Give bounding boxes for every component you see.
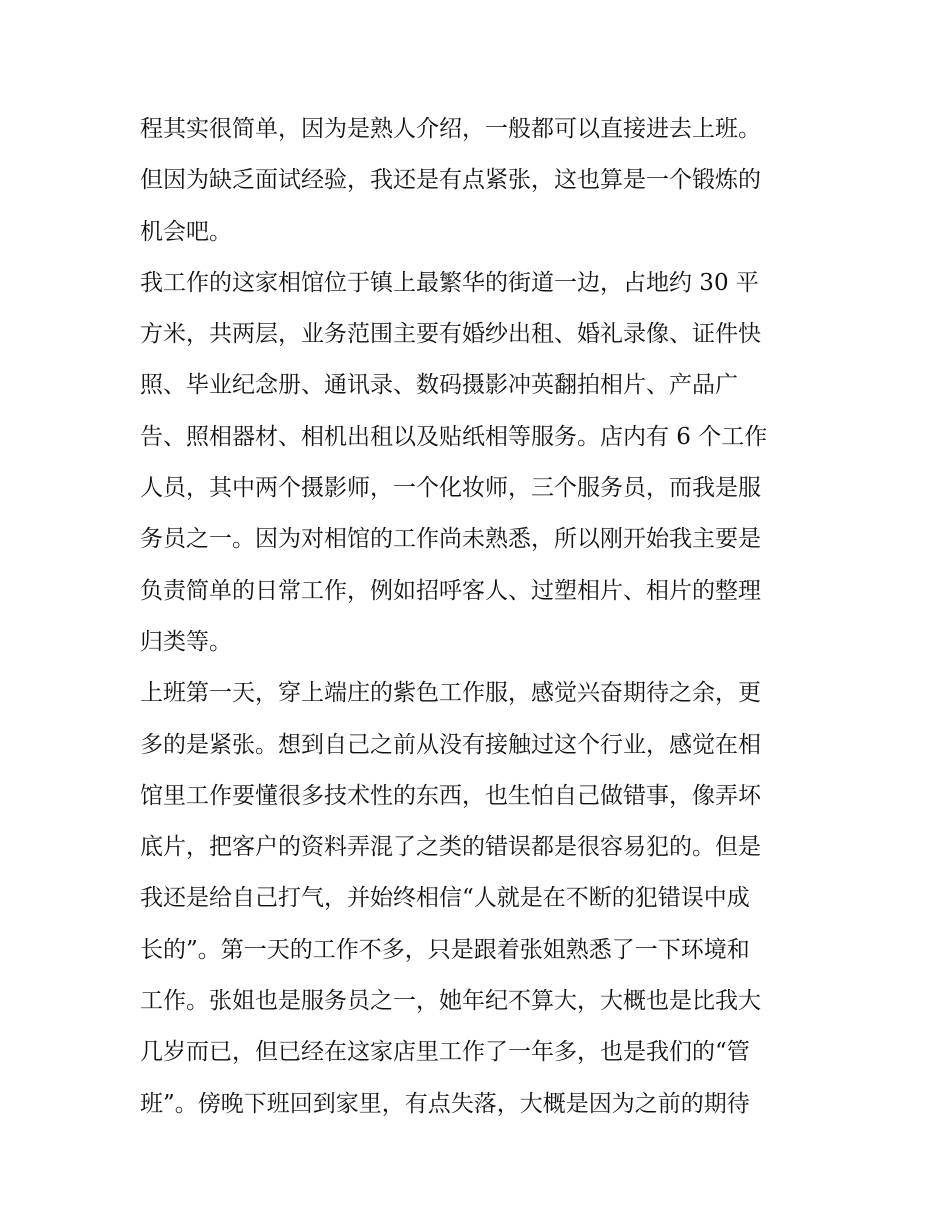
text-line-5: 方米，共两层，业务范围主要有婚纱出租、婚礼录像、证件快 [140, 321, 761, 348]
text-line-19: 几岁而已，但已经在这家店里工作了一年多，也是我们的“管 [140, 1039, 750, 1066]
text-line-6: 照、毕业纪念册、通讯录、数码摄影冲英翻拍相片、产品广 [140, 372, 738, 399]
text-line-14: 馆里工作要懂很多技术性的东西，也生怕自己做错事，像弄坏 [140, 782, 761, 809]
text-line-16: 我还是给自己打气，并始终相信“人就是在不断的犯错误中成 [140, 885, 750, 912]
text-line-2: 但因为缺乏面试经验，我还是有点紧张，这也算是一个锻炼的 [140, 167, 761, 194]
text-line-9: 务员之一。因为对相馆的工作尚未熟悉，所以刚开始我主要是 [140, 526, 761, 553]
text-line-12: 上班第一天，穿上端庄的紫色工作服，感觉兴奋期待之余，更 [140, 680, 761, 707]
text-line-4: 我工作的这家相馆位于镇上最繁华的街道一边，占地约 30 平 [140, 269, 759, 296]
text-line-13: 多的是紧张。想到自己之前从没有接触过这个行业，感觉在相 [140, 731, 761, 758]
text-line-7: 告、照相器材、相机出租以及贴纸相等服务。店内有 6 个工作 [140, 423, 768, 450]
text-line-11: 归类等。 [140, 628, 232, 655]
text-line-10: 负责简单的日常工作，例如招呼客人、过塑相片、相片的整理 [140, 577, 761, 604]
text-line-3: 机会吧。 [140, 218, 232, 245]
text-line-8: 人员，其中两个摄影师，一个化妆师，三个服务员，而我是服 [140, 475, 761, 502]
text-line-1: 程其实很简单，因为是熟人介绍，一般都可以直接进去上班。 [140, 116, 761, 142]
text-line-17: 长的”。第一天的工作不多，只是跟着张姐熟悉了一下环境和 [140, 936, 750, 963]
text-line-15: 底片，把客户的资料弄混了之类的错误都是很容易犯的。但是 [140, 834, 761, 861]
text-line-20: 班”。傍晚下班回到家里，有点失落，大概是因为之前的期待 [140, 1090, 750, 1117]
body-text [140, 104, 820, 1130]
text-line-18: 工作。张姐也是服务员之一，她年纪不算大，大概也是比我大 [140, 988, 761, 1015]
